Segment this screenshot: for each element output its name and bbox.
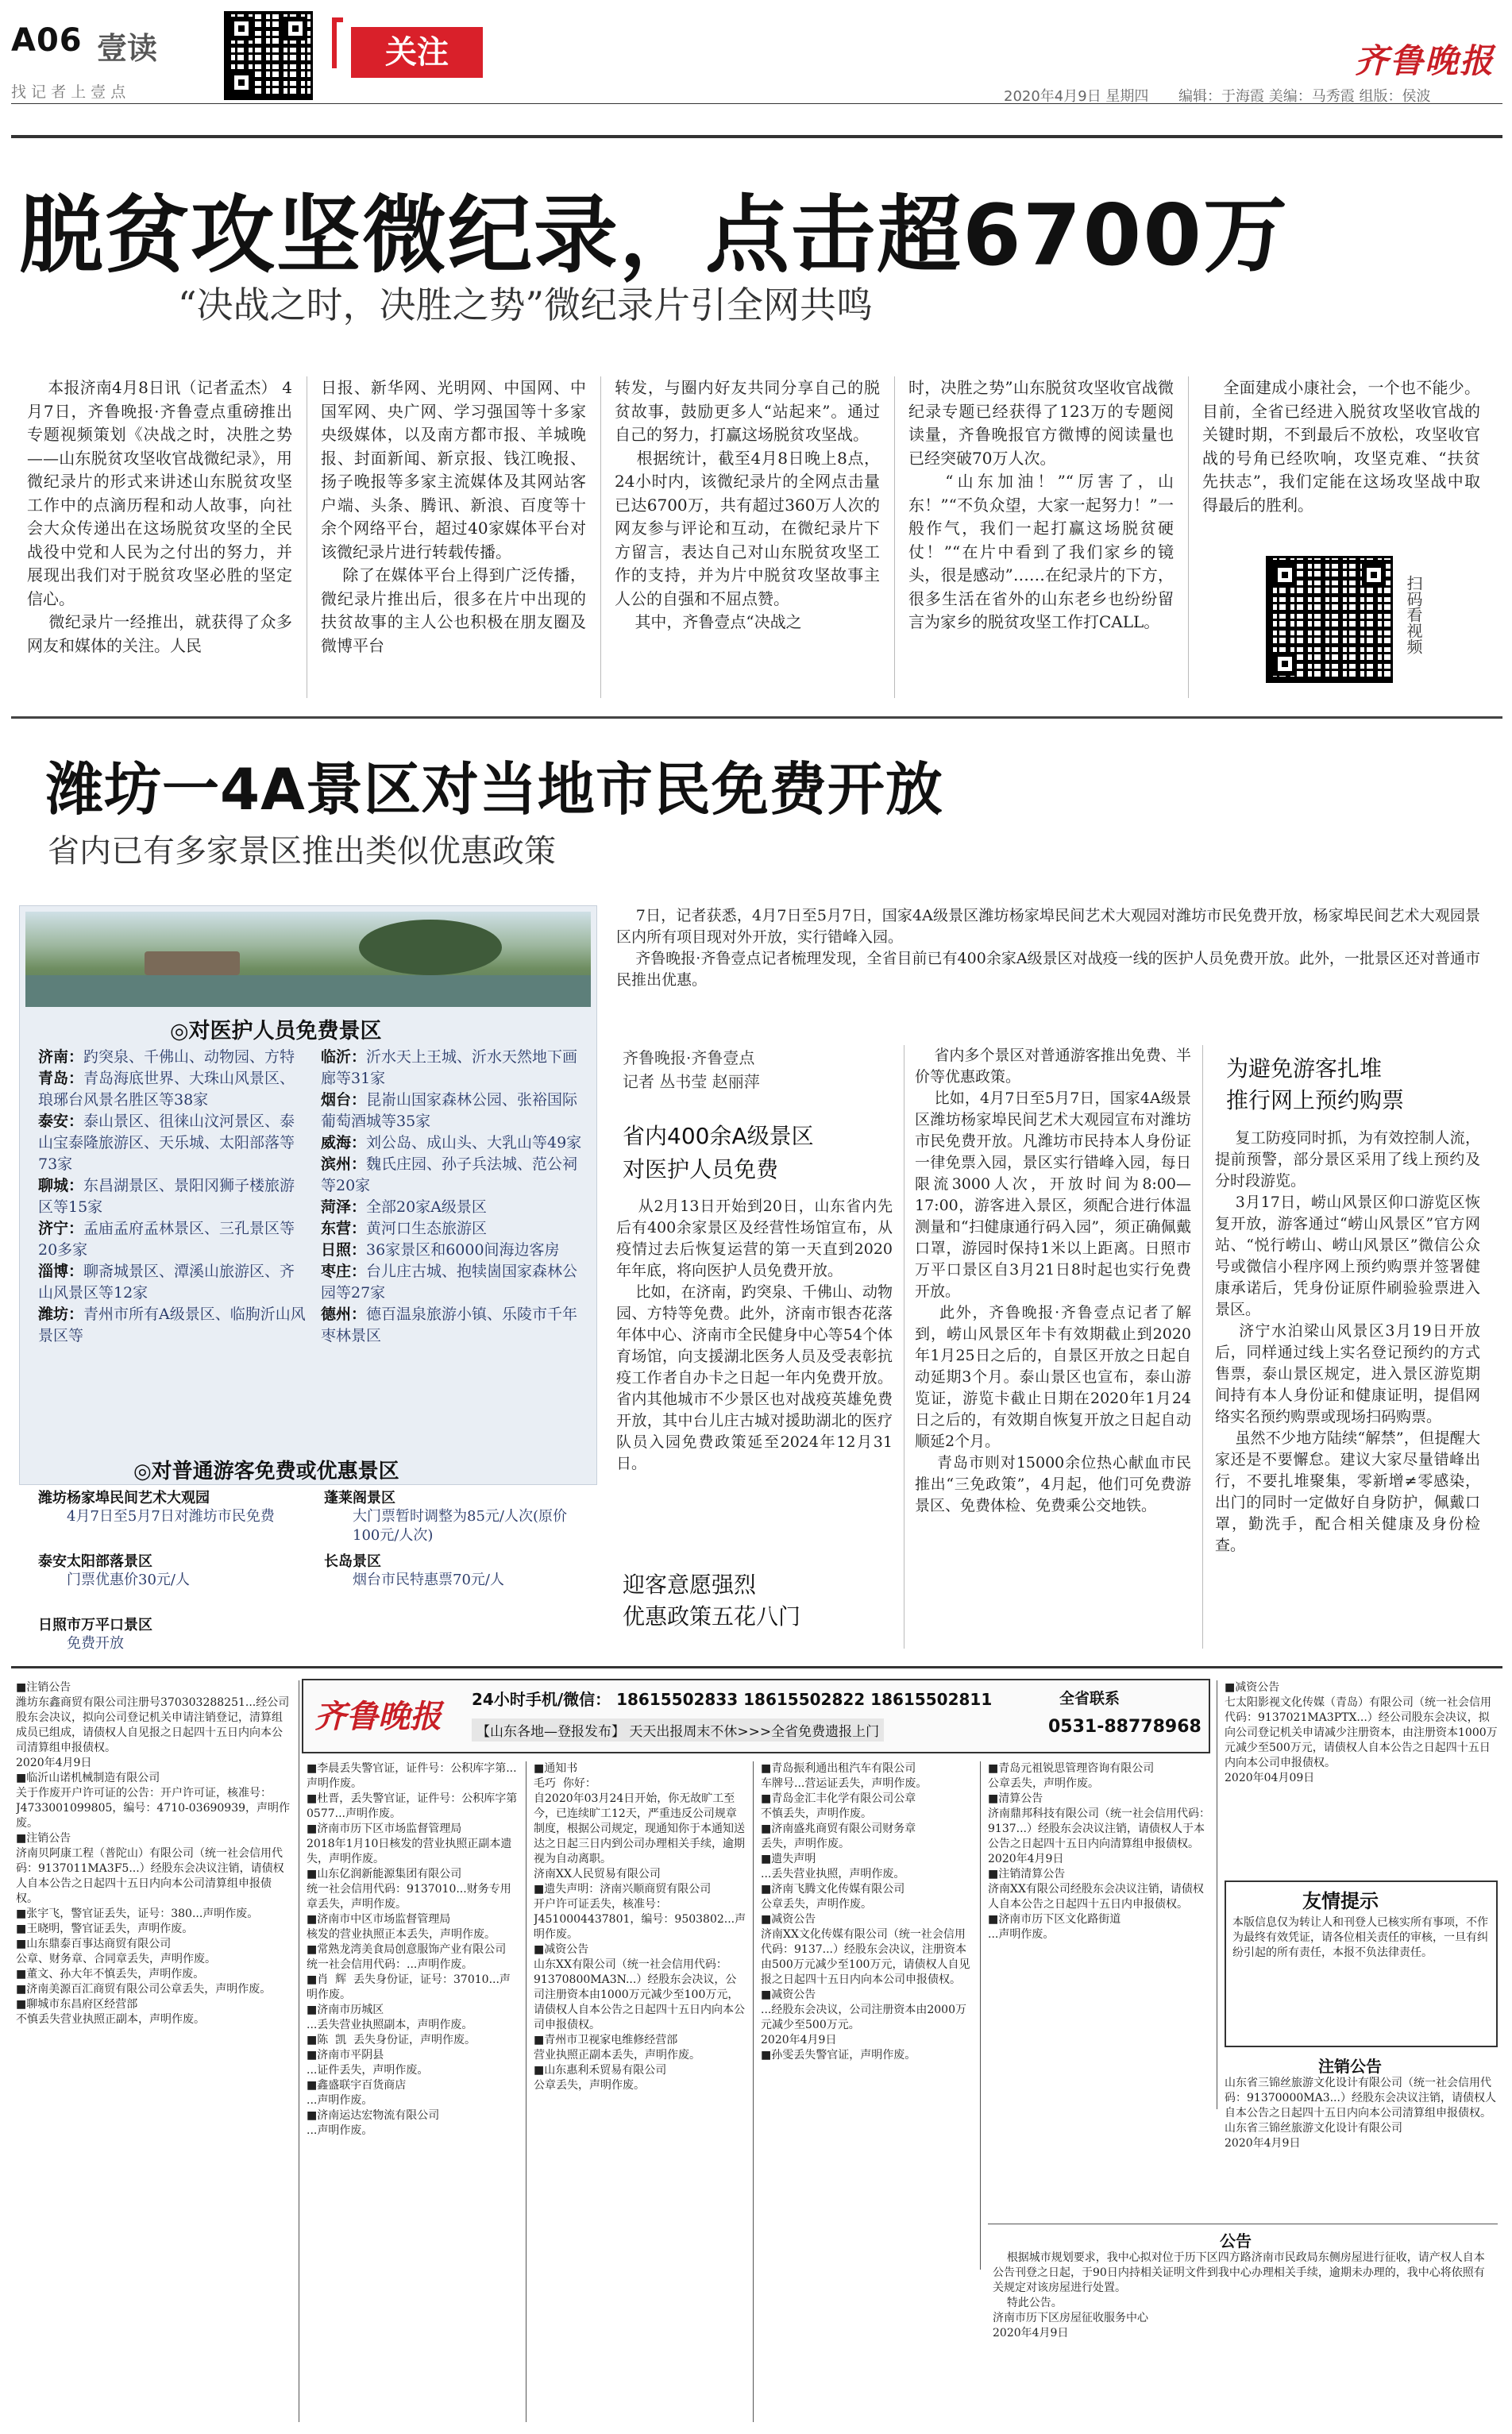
- public-list-name: 蓬莱阁景区: [324, 1490, 395, 1506]
- banner-slogan: 【山东各地—登报发布】 天天出报周末不休>>>全省免费遗报上门: [472, 1718, 884, 1742]
- list-item: 枣庄：台儿庄古城、抱犊崮国家森林公园等27家: [321, 1263, 578, 1302]
- list-item: 滨州：魏氏庄园、孙子兵法城、范公祠等20家: [321, 1155, 578, 1194]
- public-list-desc: 烟台市民特惠票70元/人: [353, 1572, 504, 1588]
- editors-line: 编辑：于海霞 美编：马秀霞 组版：侯波: [1178, 88, 1431, 105]
- header-thick-rule: [11, 135, 1502, 138]
- date-line: 2020年4月9日 星期四: [1004, 88, 1149, 105]
- banner-phone[interactable]: 0531-88778968: [1048, 1717, 1202, 1737]
- list-item: 青岛：青岛海底世界、大珠山风景区、琅琊台风景名胜区等38家: [38, 1070, 295, 1109]
- public-list-name: 潍坊杨家埠民间艺术大观园: [38, 1490, 210, 1506]
- public-list-name: 长岛景区: [324, 1553, 381, 1570]
- banner-phone-label: 全省联系: [1059, 1690, 1120, 1707]
- sidebox-title-medical: ◎对医护人员免费景区: [170, 1019, 382, 1043]
- list-item: 威海：刘公岛、成山头、大乳山等49家: [321, 1134, 582, 1151]
- public-list-desc: 门票优惠价30元/人: [67, 1572, 190, 1588]
- article2-subhead: 省内已有多家景区推出类似优惠政策: [48, 833, 556, 870]
- public-list-desc: 大门票暂时调整为85元/人次(原价100元/人次): [353, 1508, 567, 1544]
- banner-logo: 齐鲁晚报: [314, 1698, 442, 1735]
- video-qr-code[interactable]: [1266, 556, 1393, 683]
- notice1-title: 注销公告: [1318, 2057, 1382, 2076]
- public-list-name: 泰安太阳部落景区: [38, 1553, 152, 1570]
- public-list-item: [38, 1614, 300, 1653]
- ads-col4: ■青岛振利通出租汽车有限公司 车牌号...营运证丢失，声明作废。 ■青岛金汇丰化学有限公司公章 不慎丢失，声明作废。 ■济南盛兆商贸有限公司财务章 丢失，声明作废。 ■遗失声明 ...丢失营业执照，声明作废。 ■济南飞腾文化传媒有限公司 公章丢失，声明作废。 ■减资公告 济南XX文化传媒有限公司（统一社会信用代码：9137...）经股东会决议，注册资本由500万元减少至100万元，请债权人自见报之日起四十五日内向本公司申报债权。 ■减资公告 ...经股东会决议，公司注册资本由2000万元减少至500万元。 2020年4月9日 ■孙雯丢失警官证，声明作废。: [761, 1762, 970, 2062]
- ads-col6: ■减资公告 七太阳影视文化传媒（青岛）有限公司（统一社会信用代码：9137021MA3PTX...）经公司股东会决议，拟向公司登记机关申请减少注册资本，由注册资本1000万元减少至500万元，请债权人自本公告之日起四十五日内向本公司申报债权。 2020年04月09日: [1225, 1681, 1498, 1784]
- list-item: 济宁：孟庙孟府孟林景区、三孔景区等20多家: [38, 1220, 295, 1259]
- article1-subhead: “决战之时，决胜之势”微纪录片引全网共鸣: [178, 284, 874, 326]
- article2-lead: 7日，记者获悉，4月7日至5月7日，国家4A级景区潍坊杨家埠民间艺术大观园对潍坊市民免费开放，杨家埠民间艺术大观园景区内所有项目现对外开放，实行错峰入园。 齐鲁晚报·齐鲁壹点记者梳理发现，全省目前已有400余家A级景区对战疫一线的医护人员免费开放。此外，一批景区还对普通市民推出优惠。: [616, 907, 1480, 989]
- sidebox-title-public: ◎对普通游客免费或优惠景区: [133, 1460, 399, 1483]
- list-item: 临沂：沂水天上王城、沂水天然地下画廊等31家: [321, 1048, 578, 1087]
- subhead-reservation: 为避免游客扎堆 推行网上预约购票: [1226, 1055, 1405, 1113]
- ads-top-rule: [11, 1666, 1502, 1668]
- header-qr-code[interactable]: [224, 11, 313, 100]
- article2-headline: 潍坊一4A景区对当地市民免费开放: [46, 756, 943, 823]
- article2-col-a: 从2月13日开始到20日，山东省内先后有400余家景区及经营性场馆宣布，从疫情过去后恢复运营的第一天直到2020年年底，将向医护人员免费开放。 比如，在济南，趵突泉、千佛山、动物园、方特等免费。此外，济南市银杏花落年体中心、济南市全民健身中心等54个体育场馆，向支援湖北医务人员及受表彰抗疫工作者自办卡之日起一年内免费开放。省内其他城市不少景区也对战疫英雄免费开放，其中台儿庄古城对援助湖北的医疗队员入园免费政策延至2024年12月31日。: [616, 1198, 893, 1472]
- page-number: A06: [11, 22, 83, 59]
- qr-caption: 扫码看视频: [1404, 575, 1423, 654]
- banner-hotline[interactable]: 24小时手机/微信： 18615502833 18615502822 18615502811: [472, 1690, 993, 1709]
- public-list-desc: 免费开放: [67, 1635, 124, 1652]
- ads-col3: ■通知书 毛巧 你好： 自2020年03月24日开始，你无故旷工至今，已连续旷工12天，严重违反公司规章制度，根据公司规定，现通知你于本通知送达之日起三日内到公司办理相关手续，逾期视为自动离职。 济南XX人民贸易有限公司 ■遗失声明：济南兴顺商贸有限公司 开户许可证丢失，核准号：J4510004437801，编号：9503802...声明作废。 ■减资公告 山东XX有限公司（统一社会信用代码：91370800MA3N...）经股东会决议，公司注册资本由1000万元减少至100万元，请债权人自本公告之日起四十五日内向本公司申报债权。 ■青州市卫视家电维修经营部 营业执照正副本丢失，声明作废。 ■山东惠利禾贸易有限公司 公章丢失，声明作废。: [534, 1762, 746, 2092]
- ads-col1: ■注销公告 潍坊东鑫商贸有限公司注册号370303288251...经公司股东会决议，拟向公司登记机关申请注销登记，清算组成员已组成，请债权人自见报之日起四十五日内向本公司清算组申报债权。 2020年4月9日 ■临沂山诺机械制造有限公司 关于作废开户许可证的公告：开户许可证，核准号：J4733001099805，编号：4710-03690939，声明作废。 ■注销公告 济南贝阿康工程（普陀山）有限公司（统一社会信用代码：9137011MA3F5...）经股东会决议注销，请债权人自本公告之日起四十五日内向本公司清算组申报债权。 ■张宇飞，警官证丢失，证号：380...声明作废。 ■王晓明，警官证丢失，声明作废。 ■山东鼎泰百事达商贸有限公司 公章、财务章、合同章丢失，声明作废。 ■董文、孙大年不慎丢失，声明作废。 ■济南美源百汇商贸有限公司公章丢失，声明作废。 ■聊城市东昌府区经营部 不慎丢失营业执照正副本，声明作废。: [16, 1681, 291, 2026]
- public-list-desc: 4月7日至5月7日对潍坊市民免费: [67, 1508, 275, 1525]
- list-item: 济南：趵突泉、千佛山、动物园、方特: [38, 1048, 295, 1066]
- list-item: 潍坊：青州市所有A级景区、临朐沂山风景区等: [38, 1306, 306, 1344]
- byline-reporters: 记者 丛书莹 赵丽萍: [623, 1072, 760, 1091]
- list-item: 泰安：泰山景区、徂徕山汶河景区、泰山宝泰隆旅游区、天乐城、太阳部落等73家: [38, 1113, 295, 1173]
- byline-source: 齐鲁晚报·齐鲁壹点: [623, 1048, 755, 1067]
- scenic-photo: [25, 912, 591, 1007]
- notice2-text: 根据城市规划要求，我中心拟对位于历下区四方路济南市民政局东侧房屋进行征收，请产权人自本公告刊登之日起，于90日内持相关证明文件到我中心办理相关手续，逾期未办理的，我中心将依照有关规定对该房屋进行处置。 特此公告。 济南市历下区房屋征收服务中心 2020年4月9日: [993, 2251, 1485, 2339]
- friendly-tip-text: 本版信息仅为转让人和刊登人已核实所有事项，不作为最终有效凭证，请各位相关责任的审核，一旦有纠纷引起的所有责任，本报不负法律责任。: [1232, 1916, 1488, 1959]
- bracket-mark: [332, 17, 343, 68]
- sidebox-list-right: [321, 1047, 583, 1347]
- ads-col5: ■青岛元祖锐思管理咨询有限公司 公章丢失，声明作废。 ■清算公告 济南鼎邦科技有限公司（统一社会信用代码：9137...）经股东会决议注销，请债权人于本公告之日起四十五日内向清算组申报债权。 2020年4月9日 ■注销清算公告 济南XX有限公司经股东会决议注销，请债权人自本公告之日起四十五日内申报债权。 ■济南市历下区文化路街道 ...声明作废。: [988, 1762, 1210, 1941]
- section-tab[interactable]: 关注: [351, 27, 483, 78]
- list-item: 日照：36家景区和6000间海边客房: [321, 1241, 560, 1259]
- article2-col-c: 复工防疫同时抓，为有效控制人流，提前预警，部分景区采用了线上预约及分时段游览。 3月17日，崂山风景区仰口游览区恢复开放，游客通过“崂山风景区”官方网站、“悦行崂山、崂山风景区”微信公众号或微信小程序网上预约购票并签署健康承诺后，凭身份证原件刷验验票进入景区。 济宁水泊梁山风景区3月19日开放后，同样通过线上实名登记预约的方式售票，泰山景区规定，进入景区游览期间持有本人身份证和健康证明，提倡网络实名预约购票或现场扫码购票。 虽然不少地方陆续“解禁”，但提醒大家还是不要懈怠。建议大家尽量错峰出行，不要扎堆聚集，零新增≠零感染，出门的同时一定做好自身防护，佩戴口罩，勤洗手，配合相关健康及身份检查。: [1215, 1129, 1480, 1554]
- list-item: 淄博：聊斋城景区、潭溪山旅游区、齐山风景区等12家: [38, 1263, 295, 1302]
- list-item: 菏泽：全部20家A级景区: [321, 1198, 487, 1216]
- subhead-incentives: 迎客意愿强烈 优惠政策五花八门: [623, 1572, 801, 1630]
- ads-col2: ■李晨丢失警官证，证件号：公积库字第...声明作废。 ■杜晋，丢失警官证，证件号：公积库字第0577...声明作废。 ■济南市历下区市场监督管理局 2018年1月10日核发的营业执照正副本遗失，声明作废。 ■山东亿润新能源集团有限公司 统一社会信用代码：9137010...财务专用章丢失，声明作废。 ■济南市中区市场监督管理局 核发的营业执照正本丢失，声明作废。 ■常熟龙湾美食局创意服饰产业有限公司 统一社会信用代码：...声明作废。 ■肖 辉 丢失身份证，证号：37010...声明作废。 ■济南市历城区 ...丢失营业执照副本，声明作废。 ■陈 凯 丢失身份证，声明作废。 ■济南市平阴县 ...证件丢失，声明作废。 ■鑫盛联宇百货商店 ...声明作废。 ■济南运达宏物流有限公司 ...声明作废。: [307, 1762, 518, 2137]
- notice1-text: 山东省三锦丝旅游文化设计有限公司（统一社会信用代码：91370000MA3...）经股东会决议注销，请债权人自本公告之日起四十五日内向本公司清算组申报债权。 山东省三锦丝旅游文化设计有限公司 2020年4月9日: [1225, 2077, 1496, 2150]
- public-list-item: [38, 1487, 300, 1526]
- article1-col5: 全面建成小康社会，一个也不能少。目前，全省已经进入脱贫攻坚收官战的关键时期，不到最后不放松，攻坚收官战的号角已经吹响，攻坚克难、“扶贫先扶志”，我们定能在这场攻坚战中取得最后的胜利。: [1202, 378, 1480, 515]
- section-name: 壹读: [97, 30, 158, 66]
- notice2-title: 公告: [1220, 2231, 1252, 2251]
- masthead-logo: 齐鲁晚报: [1355, 41, 1495, 80]
- article2-col-b: 省内多个景区对普通游客推出免费、半价等优惠政策。 比如，4月7日至5月7日，国家4A级景区潍坊杨家埠民间艺术大观园宣布对潍坊市民免费开放。凡潍坊市民持本人身份证一律免票入园，景区实行错峰入园，每日限流3000人次，开放时间为8:00—17:00，游客进入景区，须配合进行体温测量和“扫健康通行码入园”，须正确佩戴口罩，游园时保持1米以上距离。日照市万平口景区自3月21日8时起也实行免费开放。 此外，齐鲁晚报·齐鲁壹点记者了解到，崂山风景区年卡有效期截止到2020年1月25日之后的，自景区开放之日起自动延期3个月。泰山景区也宣布，泰山游览证，游览卡截止日期在2020年1月24日之后的，有效期自恢复开放之日起自动顺延2个月。 青岛市则对15000余位热心献血市民推出“三免政策”，4月起，他们可免费游景区、免费体检、免费乘公交地铁。: [915, 1047, 1191, 1514]
- article1-col4: 时，决胜之势”山东脱贫攻坚收官战微纪录专题已经获得了123万的专题阅读量，齐鲁晚报官方微博的阅读量也已经突破70万人次。 “山东加油！”“厉害了，山东！”“不负众望，大家一起努力！”一般作气，我们一起打赢这场脱贫硬仗！”“在片中看到了我们家乡的镜头，很是感动”……在纪录片的下方，很多生活在省外的山东老乡也纷纷留言为家乡的脱贫攻坚工作打CALL。: [908, 378, 1174, 631]
- article1-col1: 本报济南4月8日讯（记者孟杰） 4月7日，齐鲁晚报·齐鲁壹点重磅推出专题视频策划《决战之时，决胜之势——山东脱贫攻坚收官战微纪录》，用微纪录片的形式来讲述山东脱贫攻坚工作中的点滴历程和动人故事，向社会大众传递出在这场脱贫攻坚的全民战役中党和人民为之付出的努力，并展现出我们对于脱贫攻坚必胜的坚定信心。 微纪录片一经推出，就获得了众多网友和媒体的关注。人民: [27, 378, 292, 655]
- article1-col3: 转发，与圈内好友共同分享自己的脱贫故事，鼓励更多人“站起来”。通过自己的努力，打赢这场脱贫攻坚战。 根据统计，截至4月8日晚上8点，24小时内，该微纪录片的全网点击量已达6700万，共有超过360万人次的网友参与评论和互动，在微纪录片下方留言，表达自己对山东脱贫攻坚工作的支持，并为片中脱贫攻坚故事主人公的自强和不屈点赞。 其中，齐鲁壹点“决战之: [615, 378, 880, 631]
- public-list-name: 日照市万平口景区: [38, 1617, 152, 1634]
- header-tagline: 找 记 者 上 壹 点: [11, 83, 126, 101]
- public-list-item: [324, 1487, 586, 1545]
- subhead-medical: 省内400余A级景区 对医护人员免费: [623, 1123, 814, 1182]
- section-divider: [11, 716, 1502, 719]
- list-item: 东营：黄河口生态旅游区: [321, 1220, 488, 1237]
- article1-headline: 脱贫攻坚微纪录，点击超6700万: [19, 187, 1290, 284]
- friendly-tip-title: 友情提示: [1302, 1890, 1379, 1912]
- public-list-item: [324, 1550, 586, 1590]
- list-item: 聊城：东昌湖景区、景阳冈狮子楼旅游区等15家: [38, 1177, 295, 1216]
- article1-col2: 日报、新华网、光明网、中国网、中国军网、央广网、学习强国等十多家央级媒体，以及南方都市报、羊城晚报、封面新闻、新京报、钱江晚报、扬子晚报等多家主流媒体及其网站客户端、头条、腾讯、新浪、百度等十余个网络平台，超过40家媒体平台对该微纪录片进行转载传播。 除了在媒体平台上得到广泛传播，微纪录片推出后，很多在片中出现的扶贫故事的主人公也积极在朋友圈及微博平台: [321, 378, 586, 655]
- public-list-item: [38, 1550, 300, 1590]
- sidebox-list-left: [38, 1047, 308, 1347]
- list-item: 德州：德百温泉旅游小镇、乐陵市千年枣林景区: [321, 1306, 578, 1344]
- list-item: 烟台：昆嵛山国家森林公园、张裕国际葡萄酒城等35家: [321, 1091, 578, 1130]
